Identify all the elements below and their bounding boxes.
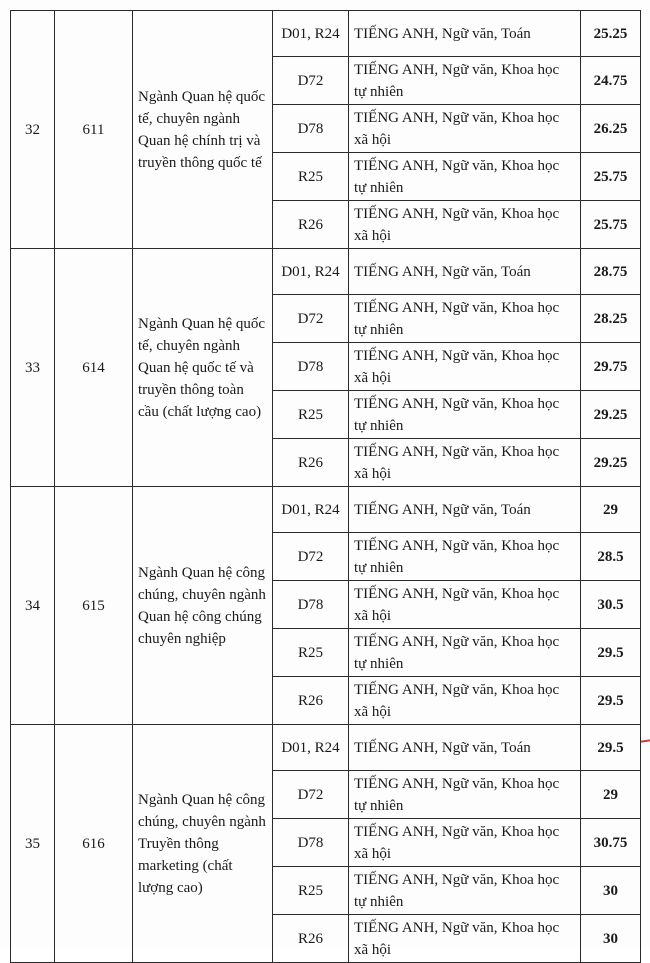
cutoff-score: 28.75	[581, 249, 641, 295]
major-name: Ngành Quan hệ quốc tế, chuyên ngành Quan hệ quốc tế và truyền thông toàn cầu (chất lượng cao)	[133, 249, 273, 487]
cutoff-score: 25.75	[581, 201, 641, 249]
exam-subjects: TIẾNG ANH, Ngữ văn, Khoa học xã hội	[349, 439, 581, 487]
red-pen-mark	[641, 739, 650, 742]
exam-subjects: TIẾNG ANH, Ngữ văn, Khoa học xã hội	[349, 343, 581, 391]
subject-combination-code: R25	[273, 391, 349, 439]
exam-subjects: TIẾNG ANH, Ngữ văn, Khoa học xã hội	[349, 915, 581, 963]
major-code: 615	[55, 487, 133, 725]
exam-subjects: TIẾNG ANH, Ngữ văn, Toán	[349, 725, 581, 771]
exam-subjects: TIẾNG ANH, Ngữ văn, Khoa học xã hội	[349, 581, 581, 629]
cutoff-score: 28.5	[581, 533, 641, 581]
major-code: 616	[55, 725, 133, 963]
subject-combination-code: D01, R24	[273, 249, 349, 295]
major-name: Ngành Quan hệ quốc tế, chuyên ngành Quan hệ chính trị và truyền thông quốc tế	[133, 11, 273, 249]
major-name: Ngành Quan hệ công chúng, chuyên ngành Quan hệ công chúng chuyên nghiệp	[133, 487, 273, 725]
subject-combination-code: D01, R24	[273, 487, 349, 533]
subject-combination-code: D72	[273, 771, 349, 819]
subject-combination-code: D78	[273, 105, 349, 153]
row-number: 33	[11, 249, 55, 487]
table-row	[11, 725, 641, 771]
table-row	[11, 249, 641, 295]
subject-combination-code: R26	[273, 677, 349, 725]
exam-subjects: TIẾNG ANH, Ngữ văn, Khoa học tự nhiên	[349, 295, 581, 343]
cutoff-score: 29.5	[581, 677, 641, 725]
exam-subjects: TIẾNG ANH, Ngữ văn, Khoa học tự nhiên	[349, 867, 581, 915]
cutoff-score: 25.25	[581, 11, 641, 57]
cutoff-score: 26.25	[581, 105, 641, 153]
subject-combination-code: R25	[273, 153, 349, 201]
exam-subjects: TIẾNG ANH, Ngữ văn, Toán	[349, 487, 581, 533]
exam-subjects: TIẾNG ANH, Ngữ văn, Toán	[349, 249, 581, 295]
cutoff-score: 30.5	[581, 581, 641, 629]
subject-combination-code: R25	[273, 867, 349, 915]
cutoff-score: 30.75	[581, 819, 641, 867]
table-row	[11, 487, 641, 533]
row-number: 34	[11, 487, 55, 725]
cutoff-score: 29.5	[581, 725, 641, 771]
exam-subjects: TIẾNG ANH, Ngữ văn, Khoa học tự nhiên	[349, 629, 581, 677]
subject-combination-code: D72	[273, 57, 349, 105]
exam-subjects: TIẾNG ANH, Ngữ văn, Khoa học xã hội	[349, 105, 581, 153]
cutoff-score: 29	[581, 771, 641, 819]
admission-scores-table	[10, 10, 641, 963]
exam-subjects: TIẾNG ANH, Ngữ văn, Khoa học tự nhiên	[349, 57, 581, 105]
cutoff-score: 30	[581, 915, 641, 963]
row-number: 35	[11, 725, 55, 963]
exam-subjects: TIẾNG ANH, Ngữ văn, Toán	[349, 11, 581, 57]
subject-combination-code: D01, R24	[273, 725, 349, 771]
cutoff-score: 25.75	[581, 153, 641, 201]
subject-combination-code: D78	[273, 581, 349, 629]
cutoff-score: 30	[581, 867, 641, 915]
cutoff-score: 29.25	[581, 391, 641, 439]
exam-subjects: TIẾNG ANH, Ngữ văn, Khoa học tự nhiên	[349, 533, 581, 581]
subject-combination-code: R26	[273, 439, 349, 487]
exam-subjects: TIẾNG ANH, Ngữ văn, Khoa học xã hội	[349, 819, 581, 867]
subject-combination-code: D78	[273, 819, 349, 867]
subject-combination-code: R26	[273, 915, 349, 963]
major-code: 611	[55, 11, 133, 249]
subject-combination-code: R26	[273, 201, 349, 249]
exam-subjects: TIẾNG ANH, Ngữ văn, Khoa học tự nhiên	[349, 153, 581, 201]
subject-combination-code: D78	[273, 343, 349, 391]
cutoff-score: 24.75	[581, 57, 641, 105]
major-name: Ngành Quan hệ công chúng, chuyên ngành Truyền thông marketing (chất lượng cao)	[133, 725, 273, 963]
exam-subjects: TIẾNG ANH, Ngữ văn, Khoa học tự nhiên	[349, 391, 581, 439]
cutoff-score: 29.75	[581, 343, 641, 391]
cutoff-score: 29	[581, 487, 641, 533]
cutoff-score: 29.25	[581, 439, 641, 487]
cutoff-score: 29.5	[581, 629, 641, 677]
subject-combination-code: D72	[273, 533, 349, 581]
row-number: 32	[11, 11, 55, 249]
subject-combination-code: D01, R24	[273, 11, 349, 57]
exam-subjects: TIẾNG ANH, Ngữ văn, Khoa học xã hội	[349, 677, 581, 725]
subject-combination-code: R25	[273, 629, 349, 677]
cutoff-score: 28.25	[581, 295, 641, 343]
subject-combination-code: D72	[273, 295, 349, 343]
major-code: 614	[55, 249, 133, 487]
exam-subjects: TIẾNG ANH, Ngữ văn, Khoa học tự nhiên	[349, 771, 581, 819]
table-row	[11, 11, 641, 57]
exam-subjects: TIẾNG ANH, Ngữ văn, Khoa học xã hội	[349, 201, 581, 249]
